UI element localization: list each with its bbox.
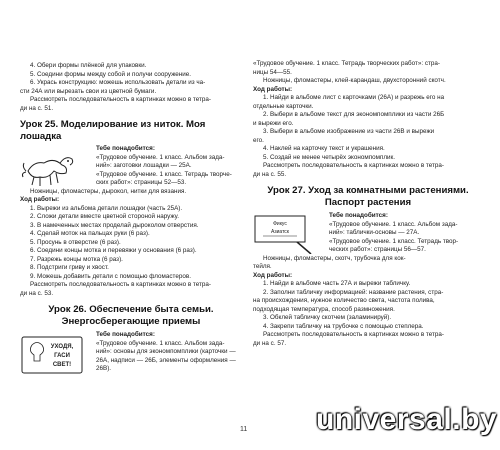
need-label: Тебе понадобится: [329,212,388,219]
need-line: ний»: заготовки лошадки — 25А. [96,162,192,169]
lesson25-materials [20,145,242,188]
outro-line: ди на с. 53. [20,289,54,297]
watermark-logo: universal.by [316,403,498,436]
step-line: 1. Найди в альбоме часть 27А и вырежи табличку. [263,280,411,287]
horse-illustration-icon [20,149,90,189]
outro-line: Рассмотреть последовательность в картинках можно в тетра- [263,162,445,169]
step-line: 6. Соедини концы мотка и перевяжи у основания (6 раз). [30,247,197,254]
steps-label: Ход работы: [20,196,60,203]
need-line: ческих работ»: страницы 56—57. [329,246,426,253]
step-line: 2. Выбери в альбоме текст для экономпомплики из части 26Б [263,111,445,118]
need-line: ний»: основы для экономпомплики (карточки — [96,348,236,355]
step-line: и вырежи его. [253,119,294,127]
lesson27-subtitle: Паспорт растения [324,196,412,208]
steps-label: Ход работы: [253,85,293,93]
need-line: «Трудовое обучение. 1 класс. Тетрадь твор- [329,237,459,245]
step-line: 2. Сложи детали вместе цветной стороной наружу. [30,213,179,220]
page-number: 11 [240,426,248,433]
step-line: 8. Подстриги гриву и хвост. [30,264,109,271]
outro-line: Рассмотреть последовательность в картинках можно в тетра- [30,281,212,288]
need-label: Тебе понадобится: [96,145,155,152]
lesson26-materials [20,331,242,374]
step-line: отдельные карточки. [253,102,314,110]
need-line: «Трудовое обучение. 1 класс. Альбом зада- [329,220,458,228]
lesson26-title: Урок 26. Обеспечение быта семьи. [48,304,214,315]
need-line: «Трудовое обучение. 1 класс. Альбом зада- [96,153,225,161]
sign-text: УХОДЯ, [50,344,74,350]
sign-text: СВЕТ! [52,362,72,368]
top-line: «Трудовое обучение. 1 класс. Тетрадь творческих работ»: стра- [253,60,441,67]
step-line: на происхождения, нужное количество света, частота полива, [253,297,435,304]
step-line: 5. Просунь в отверстие (6 раз). [30,238,121,246]
right-column [253,60,483,348]
step-line: 1. Вырежи из альбома детали лошадки (часть 25А). [30,204,183,212]
intro-line: ди на с. 51. [20,104,54,112]
left-column [20,62,242,374]
step-line: 3. В намеченных местах проделай дыроколом отверстия. [30,221,199,229]
step-line: 4. Закрепи табличку на трубочке с помощью степлера. [263,322,424,330]
step-line: 3. Выбери в альбоме изображение из части 26В и вырежи [263,128,435,135]
lesson25-title: Урок 25. Моделирование из ниток. Моя лошадка [20,119,206,142]
tag-text: Азиатск [270,229,290,235]
step-line: 1. Найди в альбоме лист с карточками (26А) и разрежь его на [263,94,445,101]
need-label: Тебе понадобится: [96,331,155,338]
step-line: подходящая температура, способ размножения. [253,305,395,313]
top-line: Ножницы, фломастеры, клей-карандаш, двухсторонний скотч. [263,77,446,84]
plant-tag-icon [253,214,315,254]
step-line: 4. Наклей на карточку текст и украшения. [263,145,385,152]
sign-text: ГАСИ [54,353,70,359]
step-line: 2. Заполни табличку информацией: название растения, стра- [263,288,444,296]
need-line: ний»: таблички-основы — 27А. [329,229,420,236]
lesson27-title: Урок 27. Уход за комнатными растениями. [267,185,469,196]
plant-sign-illustration [253,214,315,259]
steps-label: Ход работы: [253,271,293,279]
top-line: ницы 54—55. [253,68,292,76]
intro-line: 6. Укрась конструкцию: можешь использовать детали из ча- [30,79,206,86]
step-line: его. [253,136,264,144]
need-line: ских работ»: страницы 52—53. [96,179,187,186]
step-line: 9. Можешь добавить детали с помощью фломастеров. [30,272,191,280]
need-line: 26В). [96,365,112,372]
tag-text: Фикус [273,221,287,227]
step-line: 3. Обклей табличку скотчем (заламинируй). [263,314,392,321]
need-line: «Трудовое обучение. 1 класс. Альбом зада- [96,339,225,347]
outro-line: ди на с. 55. [253,170,287,178]
outro-line: ди на с. 57. [253,339,287,347]
tools-line: Ножницы, фломастеры, скотч, трубочка для кок- [263,254,406,262]
step-line: 4. Сделай моток на пальцах руки (6 раз). [30,230,150,237]
need-line: «Трудовое обучение. 1 класс. Тетрадь творче- [96,170,232,178]
step-line: 7. Разрежь концы мотка (6 раз). [30,255,123,263]
intro-line: Рассмотреть последовательность в картинках можно в тетра- [30,96,212,103]
light-sign-illustration [20,335,90,380]
outro-line: Рассмотреть последовательность в картинках можно в тетра- [263,331,445,338]
intro-line: 5. Соедини формы между собой и получи сооружение. [30,70,192,78]
intro-line: 4. Обери формы плёнкой для упаковки. [30,62,147,69]
step-line: 5. Создай не менее четырёх экономпомплик. [263,153,396,161]
tools-line: Ножницы, фломастеры, дырокол, нитки для вязания. [30,187,187,195]
intro-line: сти 24А или вырезать свои из цветной бумаги. [20,87,157,95]
sign-frame-icon [20,335,84,375]
tools-line: тейля. [253,263,272,270]
lesson26-subtitle: Энергосберегающие приемы [61,315,201,327]
lesson27-materials [253,212,483,255]
need-line: 26А, надписи — 26Б, элементы оформления — [96,356,236,364]
